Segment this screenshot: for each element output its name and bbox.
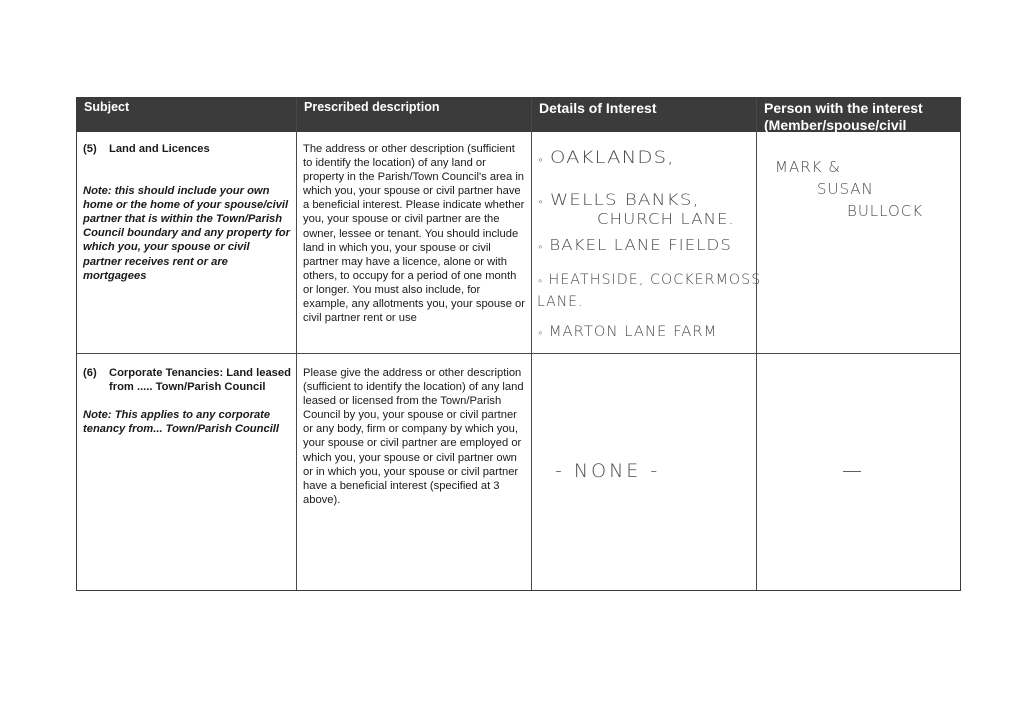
register-of-interests-table bbox=[76, 97, 961, 591]
header-person-with-interest bbox=[757, 98, 962, 150]
column-divider bbox=[531, 98, 532, 590]
row5-person-line: BULLOCK bbox=[847, 202, 924, 220]
header-person-line1: Person with the interest bbox=[764, 100, 923, 116]
row6-note: Note: This applies to any corporate tenancy from... Town/Parish Councill bbox=[83, 409, 280, 436]
row6-subject-cell bbox=[83, 366, 291, 436]
column-divider bbox=[296, 98, 297, 590]
row5-detail-line: ∘ MARTON LANE FARM bbox=[537, 324, 718, 340]
row6-description: Please give the address or other description (sufficient to identify the location) of any land leased or licensed from the Town/Parish Council by you, your spouse or civil partner or any body, firm or company by which you, your spouse or civil partner are employed or which you, your spouse or civil partner own or in which you, your spouse or civil partner have a beneficial interest (specified at 3 above). bbox=[303, 367, 524, 506]
header-subject: Subject bbox=[84, 100, 130, 114]
row5-detail-line: ∘ HEATHSIDE, COCKERMOSS bbox=[537, 272, 762, 288]
row5-person-line: SUSAN bbox=[817, 180, 874, 198]
row5-detail-line: LANE. bbox=[537, 294, 584, 310]
row-divider bbox=[77, 353, 960, 354]
row6-number: (6) bbox=[83, 367, 97, 379]
row6-details-none: - NONE - bbox=[555, 460, 661, 482]
row6-title: Corporate Tenancies: Land leased from ..... Town/Parish Council bbox=[109, 367, 291, 394]
header-person-line2: (Member/spouse/civil partner) bbox=[764, 117, 907, 150]
row5-detail-line: ∘ BAKEL LANE FIELDS bbox=[537, 236, 732, 254]
column-divider bbox=[756, 98, 757, 590]
row6-subject-title bbox=[83, 366, 291, 394]
row5-detail-line: ∘ WELLS BANKS, bbox=[537, 190, 700, 209]
row6-person-dash: — bbox=[842, 458, 863, 482]
row5-subject-title bbox=[83, 142, 291, 156]
row5-subject-cell bbox=[83, 142, 291, 283]
row5-person-line: MARK & bbox=[775, 158, 841, 176]
row5-number: (5) bbox=[83, 143, 97, 155]
row5-description: The address or other description (sufficient to identify the location) of any land or property in the Parish/Town Council's area in which you, your spouse or civil partner have a beneficial interest. Please indicate whether you, your spouse or civil partner are the owner, lessee or tenant. You should include land in which you, your spouse or civil partner may have a licence, alone or with others, to occupy for a period of one month or longer. You must also include, for example, any allotments you, your spouse or civil partner rent or use bbox=[303, 143, 526, 325]
row5-title: Land and Licences bbox=[109, 143, 210, 155]
header-prescribed-description: Prescribed description bbox=[304, 100, 440, 114]
row5-note: Note: this should include your own home or the home of your spouse/civil partner that is within the Town/Parish Council boundary and any property for which you, your spouse or civil partner receives rent or are mortgagees bbox=[83, 185, 290, 282]
row5-detail-line: CHURCH LANE. bbox=[597, 210, 735, 228]
row5-detail-line: ∘ OAKLANDS, bbox=[537, 148, 675, 168]
header-details-of-interest: Details of Interest bbox=[539, 100, 657, 116]
